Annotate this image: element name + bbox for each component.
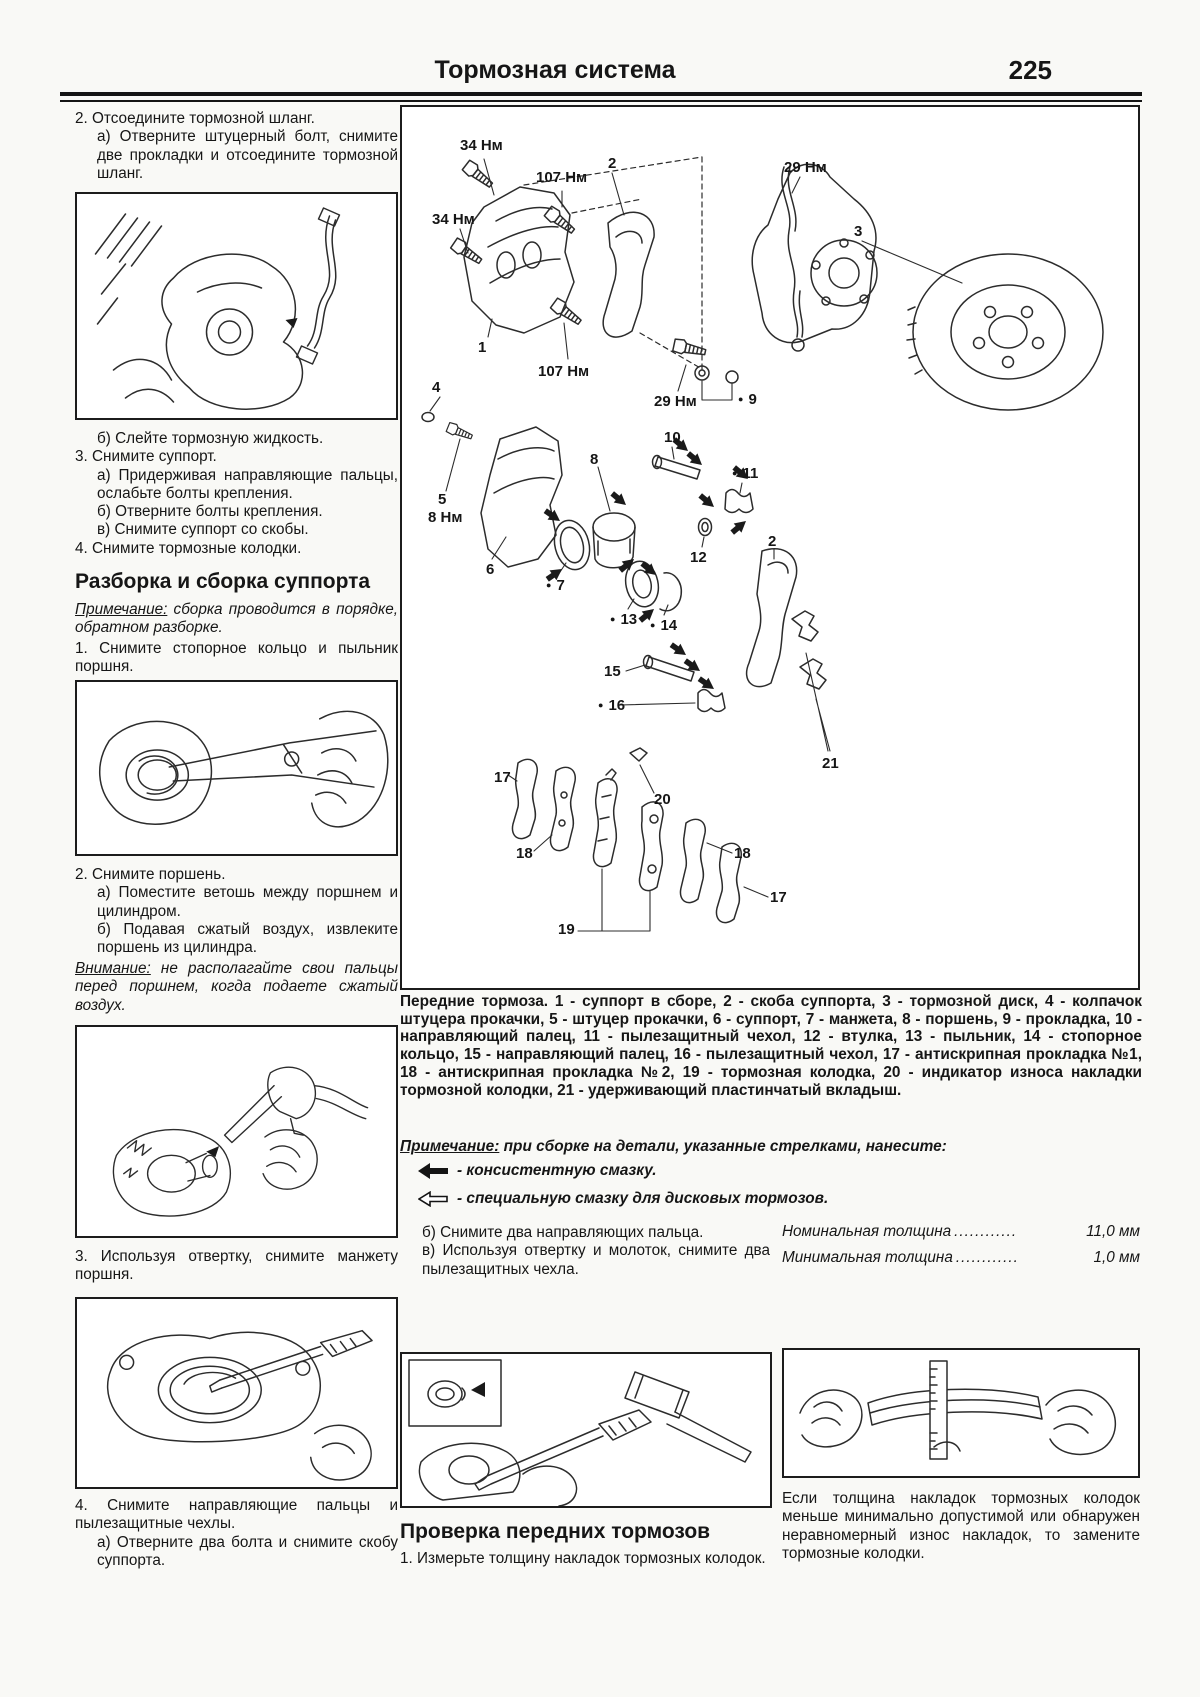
final-note-text: Если толщина накладок тормозных колодок меньше минимально допустимой или обнаружен неравномерный износ накладок, то замените тормозные колодки. xyxy=(782,1490,1140,1562)
pad-ruler-sketch xyxy=(784,1350,1138,1476)
middle-steps-block xyxy=(400,1224,770,1279)
warning-block xyxy=(75,960,398,1015)
diagram-part-label: 8 xyxy=(590,451,599,468)
step-text: б) Отверните болты крепления. xyxy=(97,503,323,521)
diagram-part-label: 6 xyxy=(486,561,495,578)
illustration-brake-hose-disconnect xyxy=(75,192,398,420)
page-title: Тормозная система xyxy=(434,56,676,84)
step-text: 2. Отсоедините тормозной шланг. xyxy=(75,110,315,127)
diagram-part-label: 1 xyxy=(478,339,487,356)
diagram-part-label: 29 Нм xyxy=(654,393,697,410)
legend-row-consistent-grease xyxy=(418,1162,656,1180)
spec-label: Номинальная толщина xyxy=(782,1223,952,1240)
spec-value: 11,0 мм xyxy=(1086,1223,1140,1240)
illustration-seal-removal xyxy=(75,1297,398,1489)
diagram-part-label: 15 xyxy=(604,663,621,680)
warning-text: не располагайте свои пальцы перед поршнем, когда подаете сжатый воздух. xyxy=(75,960,398,1014)
diagram-part-label: ● 7 xyxy=(546,577,565,594)
spec-leader-dots: ............ xyxy=(955,1249,1019,1266)
check-section-heading: Проверка передних тормозов xyxy=(400,1520,711,1543)
diagram-part-label: 20 xyxy=(654,791,671,808)
air-gun-sketch xyxy=(77,1027,396,1236)
step-text: 4. Снимите тормозные колодки. xyxy=(75,539,302,557)
step-text: а) Отверните штуцерный болт, снимите две прокладки и отсоедините тормозной шланг. xyxy=(97,128,398,182)
illustration-pad-thickness-measure xyxy=(782,1348,1140,1478)
step-text: в) Используя отвертку и молоток, снимите два пылезащитных чехла. xyxy=(422,1242,770,1278)
spec-minimal-thickness xyxy=(782,1248,1140,1268)
diagram-part-label: 8 Нм xyxy=(428,509,463,526)
diagram-part-label: ● 16 xyxy=(598,697,625,714)
warning-label: Внимание: xyxy=(75,960,151,977)
step-text: 3. Снимите суппорт. xyxy=(75,448,217,466)
illustration-circlip-removal xyxy=(75,680,398,856)
diagram-part-label: 5 xyxy=(438,491,447,508)
section-heading: Разборка и сборка суппорта xyxy=(75,570,371,593)
spec-value: 1,0 мм xyxy=(1093,1249,1140,1266)
step-text: 4. Снимите направляющие пальцы и пылезащитные чехлы. xyxy=(75,1497,398,1533)
brake-hose-sketch xyxy=(77,194,396,418)
step-3-block xyxy=(75,430,398,558)
spec-leader-dots: ............ xyxy=(954,1223,1018,1240)
grease-note-text: при сборке на детали, указанные стрелками, нанесите: xyxy=(499,1138,947,1155)
outline-left-arrow-icon xyxy=(418,1191,448,1207)
step-text: 1. Снимите стопорное кольцо и пыльник поршня. xyxy=(75,640,398,676)
diagram-part-label: 34 Нм xyxy=(460,137,503,154)
diagram-caption: Передние тормоза. 1 - суппорт в сборе, 2 - скоба суппорта, 3 - тормозной диск, 4 - колпачок штуцера прокачки, 5 - штуцер прокачки, 6 - суппорт, 7 - манжета, 8 - поршень, 9 - прокладка, 10 - направляющий палец, 11 - пылезащитный чехол, 12 - втулка, 13 - пыльник, 14 - стопорное кольцо, 15 - направляющий палец, 16 - пылезащитный чехол, 17 - антискрипная прокладка №1, 18 - антискрипная прокладка №2, 19 - тормозная колодка, 20 - индикатор износа накладки тормозной колодки, 21 - удерживающий пластинчатый вкладыш. xyxy=(400,993,1142,1099)
note-label: Примечание: xyxy=(75,601,168,618)
step-text: б) Слейте тормозную жидкость. xyxy=(97,430,324,447)
step-text: а) Отверните два болта и снимите скобу суппорта. xyxy=(97,1533,398,1569)
hammer-screwdriver-sketch xyxy=(402,1354,770,1506)
spec-nominal-thickness xyxy=(782,1222,1140,1242)
diagram-part-label: 18 xyxy=(734,845,751,862)
page-number: 225 xyxy=(1008,55,1052,85)
disassembly-step-2 xyxy=(75,866,398,957)
step-text: а) Поместите ветошь между поршнем и цилиндром. xyxy=(97,884,398,920)
diagram-part-label: 29 Нм xyxy=(784,159,827,176)
diagram-part-label: 21 xyxy=(822,755,839,772)
screwdriver-seal-sketch xyxy=(77,1299,396,1487)
diagram-part-label: 17 xyxy=(494,769,511,786)
diagram-part-label: ● 9 xyxy=(738,391,757,408)
step-text: б) Снимите два направляющих пальца. xyxy=(422,1224,704,1241)
step-text: 3. Используя отвертку, снимите манжету поршня. xyxy=(75,1248,398,1284)
diagram-part-label: 17 xyxy=(770,889,787,906)
diagram-part-label: 107 Нм xyxy=(538,363,590,380)
diagram-part-label: ● 11 xyxy=(732,465,758,482)
legend-row-disc-brake-grease xyxy=(418,1190,828,1208)
circlip-pliers-sketch xyxy=(77,682,396,854)
diagram-labels xyxy=(402,107,1138,988)
step-text: 1. Измерьте толщину накладок тормозных колодок. xyxy=(400,1550,766,1567)
step-text: б) Подавая сжатый воздух, извлеките поршень из цилиндра. xyxy=(97,920,398,957)
disassembly-step-1 xyxy=(75,640,398,677)
disassembly-step-4 xyxy=(75,1497,398,1570)
disassembly-step-3 xyxy=(75,1248,398,1285)
illustration-compressed-air-piston xyxy=(75,1025,398,1238)
diagram-part-label: 4 xyxy=(432,379,441,396)
filled-left-arrow-icon xyxy=(418,1163,448,1179)
diagram-part-label: 34 Нм xyxy=(432,211,475,228)
step-2-block xyxy=(75,110,398,183)
final-note xyxy=(782,1490,1140,1563)
illustration-hammer-dust-boot xyxy=(400,1352,772,1508)
diagram-part-label: 2 xyxy=(768,533,777,550)
diagram-part-label: 19 xyxy=(558,921,575,938)
diagram-part-label: 2 xyxy=(608,155,617,172)
diagram-part-label: ● 14 xyxy=(650,617,677,634)
note-text: сборка проводится в порядке, обратном разборке. xyxy=(75,601,398,637)
thickness-specs xyxy=(782,1222,1140,1268)
front-brakes-exploded-diagram xyxy=(400,105,1140,990)
step-text: а) Придерживая направляющие пальцы, ослабьте болты крепления. xyxy=(97,466,398,502)
check-step-1 xyxy=(400,1550,770,1568)
spec-label: Минимальная толщина xyxy=(782,1249,953,1266)
diagram-part-label: 12 xyxy=(690,549,707,566)
diagram-part-label: ● 13 xyxy=(610,611,637,628)
header-rule xyxy=(60,92,1142,102)
grease-note xyxy=(400,1138,1142,1156)
diagram-part-label: 107 Нм xyxy=(536,169,588,186)
diagram-part-label: 18 xyxy=(516,845,533,862)
step-text: в) Снимите суппорт со скобы. xyxy=(97,521,309,539)
note-block xyxy=(75,601,398,638)
diagram-part-label: 3 xyxy=(854,223,863,240)
legend-text: - специальную смазку для дисковых тормозов. xyxy=(457,1190,829,1207)
legend-text: - консистентную смазку. xyxy=(457,1162,657,1179)
grease-note-label: Примечание: xyxy=(400,1138,500,1155)
diagram-part-label: 10 xyxy=(664,429,681,446)
step-text: 2. Снимите поршень. xyxy=(75,866,226,883)
